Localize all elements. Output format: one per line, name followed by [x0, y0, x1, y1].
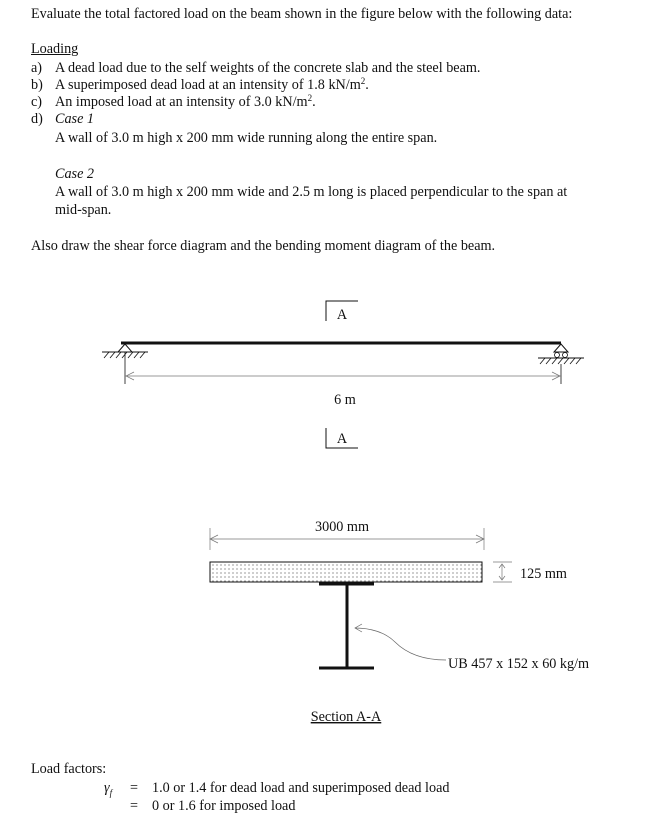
- thickness-label: 125 mm: [520, 566, 567, 582]
- item-superscript: 2: [360, 76, 366, 86]
- section-mark-top-label: A: [336, 307, 348, 323]
- case2-line2: mid-span.: [55, 202, 112, 218]
- load-factor-line2: 0 or 1.6 for imposed load: [152, 798, 296, 814]
- span-label: 6 m: [334, 392, 356, 408]
- item-tail: .: [365, 77, 369, 93]
- item-text: An imposed load at an intensity of 3.0 kN/m: [55, 94, 308, 110]
- case1-text: A wall of 3.0 m high x 200 mm wide running along the entire span.: [55, 130, 438, 146]
- item-marker: b): [31, 77, 43, 93]
- right-support: [538, 344, 584, 384]
- item-text: A superimposed dead load at an intensity of 1.8 kN/m: [55, 77, 361, 93]
- item-superscript: 2: [307, 93, 313, 103]
- beam-leader: [355, 624, 446, 660]
- thickness-dimension: [493, 562, 512, 582]
- item-marker: c): [31, 94, 43, 110]
- case2-line1: A wall of 3.0 m high x 200 mm wide and 2.5 m long is placed perpendicular to the span at: [55, 184, 568, 200]
- gamma-symbol: [104, 780, 112, 802]
- section-caption: Section A-A: [310, 709, 382, 725]
- load-factor-line1: 1.0 or 1.4 for dead load and superimposed dead load: [152, 780, 450, 796]
- item-marker: a): [31, 60, 43, 76]
- gamma-letter: γ: [104, 780, 110, 796]
- steel-i-beam: [319, 584, 374, 668]
- item-text: Case 1: [55, 111, 95, 127]
- also-text: Also draw the shear force diagram and the bending moment diagram of the beam.: [31, 238, 496, 254]
- beam-label: UB 457 x 152 x 60 kg/m: [448, 656, 590, 672]
- gamma-subscript: f: [109, 787, 113, 798]
- load-factors-heading: Load factors:: [31, 761, 107, 777]
- equals-1: =: [130, 780, 139, 796]
- item-marker: d): [31, 111, 43, 127]
- intro-text: Evaluate the total factored load on the beam shown in the figure below with the following data:: [31, 6, 573, 22]
- section-mark-bottom-label: A: [336, 431, 348, 447]
- section-mark-top: [326, 301, 358, 323]
- case2-title: Case 2: [55, 166, 95, 182]
- item-text: A dead load due to the self weights of the concrete slab and the steel beam.: [55, 60, 481, 76]
- loading-heading: Loading: [31, 41, 79, 57]
- span-dimension: [126, 372, 560, 380]
- section-mark-bottom: [326, 428, 358, 448]
- width-label: 3000 mm: [315, 519, 369, 535]
- left-support: [102, 344, 148, 384]
- concrete-slab: [210, 562, 482, 582]
- item-tail: .: [312, 94, 316, 110]
- equals-2: =: [130, 798, 139, 814]
